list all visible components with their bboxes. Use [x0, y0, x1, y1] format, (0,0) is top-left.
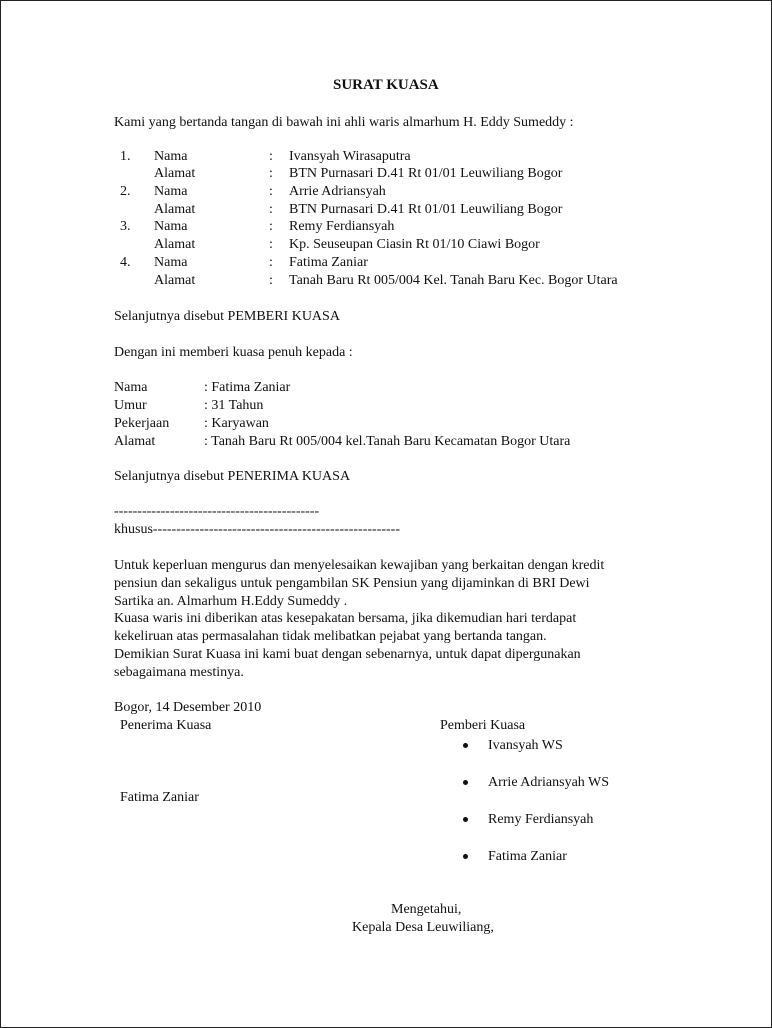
- heir-nama-label: Nama: [154, 149, 188, 164]
- pemberi-signer: Remy Ferdiansyah: [488, 812, 594, 827]
- heir-nama-value: Arrie Adriansyah: [289, 184, 386, 199]
- heir-alamat-label: Alamat: [154, 237, 196, 252]
- heir-number: 4.: [120, 255, 131, 270]
- recipient-umur-value: : 31 Tahun: [204, 398, 264, 413]
- body-line: kekeliruan atas permasalahan tidak melibatkan pejabat yang bertanda tangan.: [114, 629, 547, 644]
- recipient-nama-value: : Fatima Zaniar: [204, 380, 291, 395]
- document-title: SURAT KUASA: [333, 77, 439, 93]
- kepala-desa-label: Kepala Desa Leuwiliang,: [352, 920, 494, 935]
- heir-number: 3.: [120, 219, 131, 234]
- heir-nama-label: Nama: [154, 219, 188, 234]
- heir-number: 1.: [120, 149, 131, 164]
- penerima-kuasa-signer: Fatima Zaniar: [120, 790, 199, 805]
- intro-paragraph: Kami yang bertanda tangan di bawah ini ahli waris almarhum H. Eddy Sumeddy :: [114, 115, 574, 130]
- body-line: sebagaimana mestinya.: [114, 665, 244, 680]
- heir-alamat-value: BTN Purnasari D.41 Rt 01/01 Leuwiliang Bogor: [289, 202, 563, 217]
- recipient-nama-label: Nama: [114, 380, 148, 395]
- dash-line: --------------------------------------------: [114, 504, 320, 519]
- heir-colon: :: [269, 219, 273, 234]
- heir-colon: :: [269, 202, 273, 217]
- mengetahui-label: Mengetahui,: [391, 902, 462, 917]
- recipient-pekerjaan-value: : Karyawan: [204, 416, 269, 431]
- heir-alamat-label: Alamat: [154, 202, 196, 217]
- heir-nama-value: Remy Ferdiansyah: [289, 219, 395, 234]
- bullet-icon: [463, 854, 468, 859]
- body-line: Demikian Surat Kuasa ini kami buat dengan sebenarnya, untuk dapat dipergunakan: [114, 647, 581, 662]
- heir-alamat-value: BTN Purnasari D.41 Rt 01/01 Leuwiliang Bogor: [289, 166, 563, 181]
- body-line: Sartika an. Almarhum H.Eddy Sumeddy .: [114, 594, 348, 609]
- body-line: pensiun dan sekaligus untuk pengambilan SK Pensiun yang dijaminkan di BRI Dewi: [114, 576, 590, 591]
- heir-colon: :: [269, 255, 273, 270]
- heir-colon: :: [269, 237, 273, 252]
- pemberi-signer: Fatima Zaniar: [488, 849, 567, 864]
- penerima-kuasa-label: Penerima Kuasa: [120, 718, 212, 733]
- heir-colon: :: [269, 166, 273, 181]
- penerima-kuasa-statement: Selanjutnya disebut PENERIMA KUASA: [114, 469, 351, 484]
- bullet-icon: [463, 743, 468, 748]
- heir-nama-value: Fatima Zaniar: [289, 255, 368, 270]
- pemberi-kuasa-statement: Selanjutnya disebut PEMBERI KUASA: [114, 309, 340, 324]
- recipient-umur-label: Umur: [114, 398, 147, 413]
- body-line: Untuk keperluan mengurus dan menyelesaikan kewajiban yang berkaitan dengan kredit: [114, 558, 605, 573]
- bullet-icon: [463, 817, 468, 822]
- khusus-line: khusus-----------------------------------------------------: [114, 522, 400, 537]
- recipient-alamat-label: Alamat: [114, 434, 156, 449]
- dengan-statement: Dengan ini memberi kuasa penuh kepada :: [114, 345, 353, 360]
- recipient-pekerjaan-label: Pekerjaan: [114, 416, 170, 431]
- body-line: Kuasa waris ini diberikan atas kesepakatan bersama, jika dikemudian hari terdapat: [114, 611, 577, 626]
- recipient-alamat-value: : Tanah Baru Rt 005/004 kel.Tanah Baru Kecamatan Bogor Utara: [204, 434, 571, 449]
- bullet-icon: [463, 780, 468, 785]
- pemberi-signer: Arrie Adriansyah WS: [488, 775, 610, 790]
- heir-nama-value: Ivansyah Wirasaputra: [289, 149, 411, 164]
- heir-alamat-value: Tanah Baru Rt 005/004 Kel. Tanah Baru Kec. Bogor Utara: [289, 273, 618, 288]
- heir-colon: :: [269, 149, 273, 164]
- place-date: Bogor, 14 Desember 2010: [114, 700, 262, 715]
- heir-alamat-value: Kp. Seuseupan Ciasin Rt 01/10 Ciawi Bogor: [289, 237, 540, 252]
- heir-colon: :: [269, 184, 273, 199]
- heir-alamat-label: Alamat: [154, 273, 196, 288]
- heir-alamat-label: Alamat: [154, 166, 196, 181]
- heir-number: 2.: [120, 184, 131, 199]
- heir-colon: :: [269, 273, 273, 288]
- heir-nama-label: Nama: [154, 255, 188, 270]
- heir-nama-label: Nama: [154, 184, 188, 199]
- pemberi-kuasa-label: Pemberi Kuasa: [440, 718, 526, 733]
- pemberi-signer: Ivansyah WS: [488, 738, 563, 753]
